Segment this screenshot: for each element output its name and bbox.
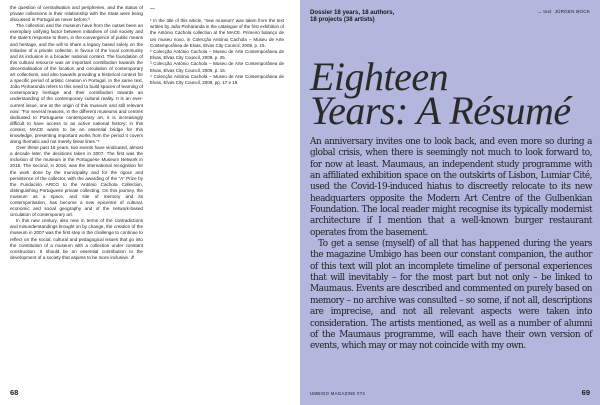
footnote: ⁴ Colecção António Cachola – Museu de Arte Contemporânea de Elvas, Elvas City Council, 2009, pp. 17 e 19. bbox=[150, 73, 284, 86]
footnotes-column bbox=[150, 6, 284, 86]
byline-label: → text bbox=[537, 9, 552, 14]
main-text-column bbox=[10, 5, 143, 261]
paragraph: the question of centralisation and peripheries, and the status of private collections in their relationship with the State were being discussed in Portugal as never before;³ bbox=[10, 5, 143, 23]
footnote: ¹ In the title of this article, “new museum” was taken from the text written by João Pinharanda in the catalogue of the first exhibition of the António Cachola collection at the MACE. Primeiro balanço de um museu novo, in Colecção António Cachola – Museu de Arte Contemporânea de Elvas, Elvas City Council, 2009, p. 15. bbox=[150, 18, 284, 48]
title-line: Eighteen bbox=[310, 54, 449, 99]
right-page bbox=[300, 0, 600, 405]
article-body bbox=[310, 137, 592, 353]
paragraph-text: In this new century, also new in terms of the contradictions and misunderstandings brought on by change, the creation of the museum in 2007 was the first step in the challenge to continue to reflect on the social, cultural and pedagogical issues that go into the constitution of a museum with a collection under constant construction. It should be an essential contribution to the development of a society that aspires to be more inclusive. bbox=[10, 218, 143, 260]
footnote: ³ Colecção António Cachola – Museu de Arte Contemporânea de Elvas, Elvas City Council, 2009, p. 15. bbox=[150, 61, 284, 73]
paragraph: To get a sense (myself) of all that has happened during the years the magazine Umbigo has been our constant companion, the author of this text will plot an incomplete timeline of personal experiences that will inevitably – for the most part but not only – be linked to Maumaus. Events are described and commented on purely based on memory – no archive was consulted – so some, if not all, descriptions are imprecise, and not all relevant aspects were taken into consideration. The artists mentioned, as well as a number of alumni of the Maumaus programme, will each have their own version of events, which may or may not coincide with my own. bbox=[310, 239, 592, 352]
byline bbox=[537, 9, 590, 14]
article-title bbox=[310, 54, 600, 133]
title-line: Years: A Résumé bbox=[310, 88, 571, 133]
page-number-left: 68 bbox=[10, 388, 19, 397]
dossier-line: Dossier 18 years, 18 authors, bbox=[310, 9, 395, 16]
paragraph: The collection and the museum have from the outset been an exemplary unifying factor between initiatives of civil society and the state’s response to them, in the convergence of public means and heritage, and the will to share a legacy based solely on the initiative of a private collector, in favour of the local community and its inclusion in a broader national context. The foundation of this cultural resource was an important contribution towards the decentralisation of the location and circulation of contemporary art collections, and also towards providing a historical context for a specific period of artistic creation in Portugal. In the same text, João Pinharanda refers to this need to build spaces of learning of contemporary heritage and their contribution towards an understanding of the contemporary cultural reality. It is an ever-current issue, one at the origin of this museum and still relevant now: “For several reasons, in the different museums and centres dedicated to Portuguese contemporary art, it is increasingly difficult to have access to an active national history; in this context, MACE wants to be an essential bridge for this knowledge, presenting important works from the period it covers along thematic and not merely linear lines.”⁴ bbox=[10, 23, 143, 145]
page-number-right: 69 bbox=[581, 388, 590, 397]
footnote: ² Colecção António Cachola – Museu de Arte Contemporânea de Elvas, Elvas City Council, 2009, p. 25. bbox=[150, 49, 284, 61]
end-mark: // bbox=[131, 254, 134, 260]
notes-separator: — bbox=[150, 6, 155, 12]
dossier-heading bbox=[310, 9, 460, 24]
paragraph bbox=[10, 218, 143, 261]
paragraph: An anniversary invites one to look back, and even more so during a global crisis, when there is seemingly not much to look forward to, for now at least. Maumaus, an independent study programme with an affiliated exhibition space on the outskirts of Lisbon, Lumiar Cité, used the Covid-19-induced hiatus to discreetly relocate to its new headquarters opposite the Modern Art Centre of the Gulbenkian Foundation. The local reader might recognise its typically modernist architecture if I mention that a well-known burger restaurant operates from the basement. bbox=[310, 137, 592, 238]
dossier-line: 18 projects (38 artists) bbox=[310, 16, 375, 24]
magazine-footer: UMBIGO MAGAZINE #74 bbox=[310, 391, 366, 396]
byline-author: JÜRGEN BOCK bbox=[554, 9, 590, 14]
paragraph: Over these past 18 years, two events have vindicated, almost a decade later, the decisions taken in 2007. The first was the inclusion of the museum in the Portuguese Museum Network in 2015. The second, in 2016, was the international recognition for the work done by the municipality and for the rigour and persistence of the collector, with the awarding of the “A” Prize by the Fundación ARCO to the António Cachola Collection, distinguishing Portuguese private collecting. On this journey, the museum as a space, and site of memory and its contemporisation, has become a new epicentre of cultural, economic and social geography and of the network-based circulation of contemporary art. bbox=[10, 145, 143, 218]
